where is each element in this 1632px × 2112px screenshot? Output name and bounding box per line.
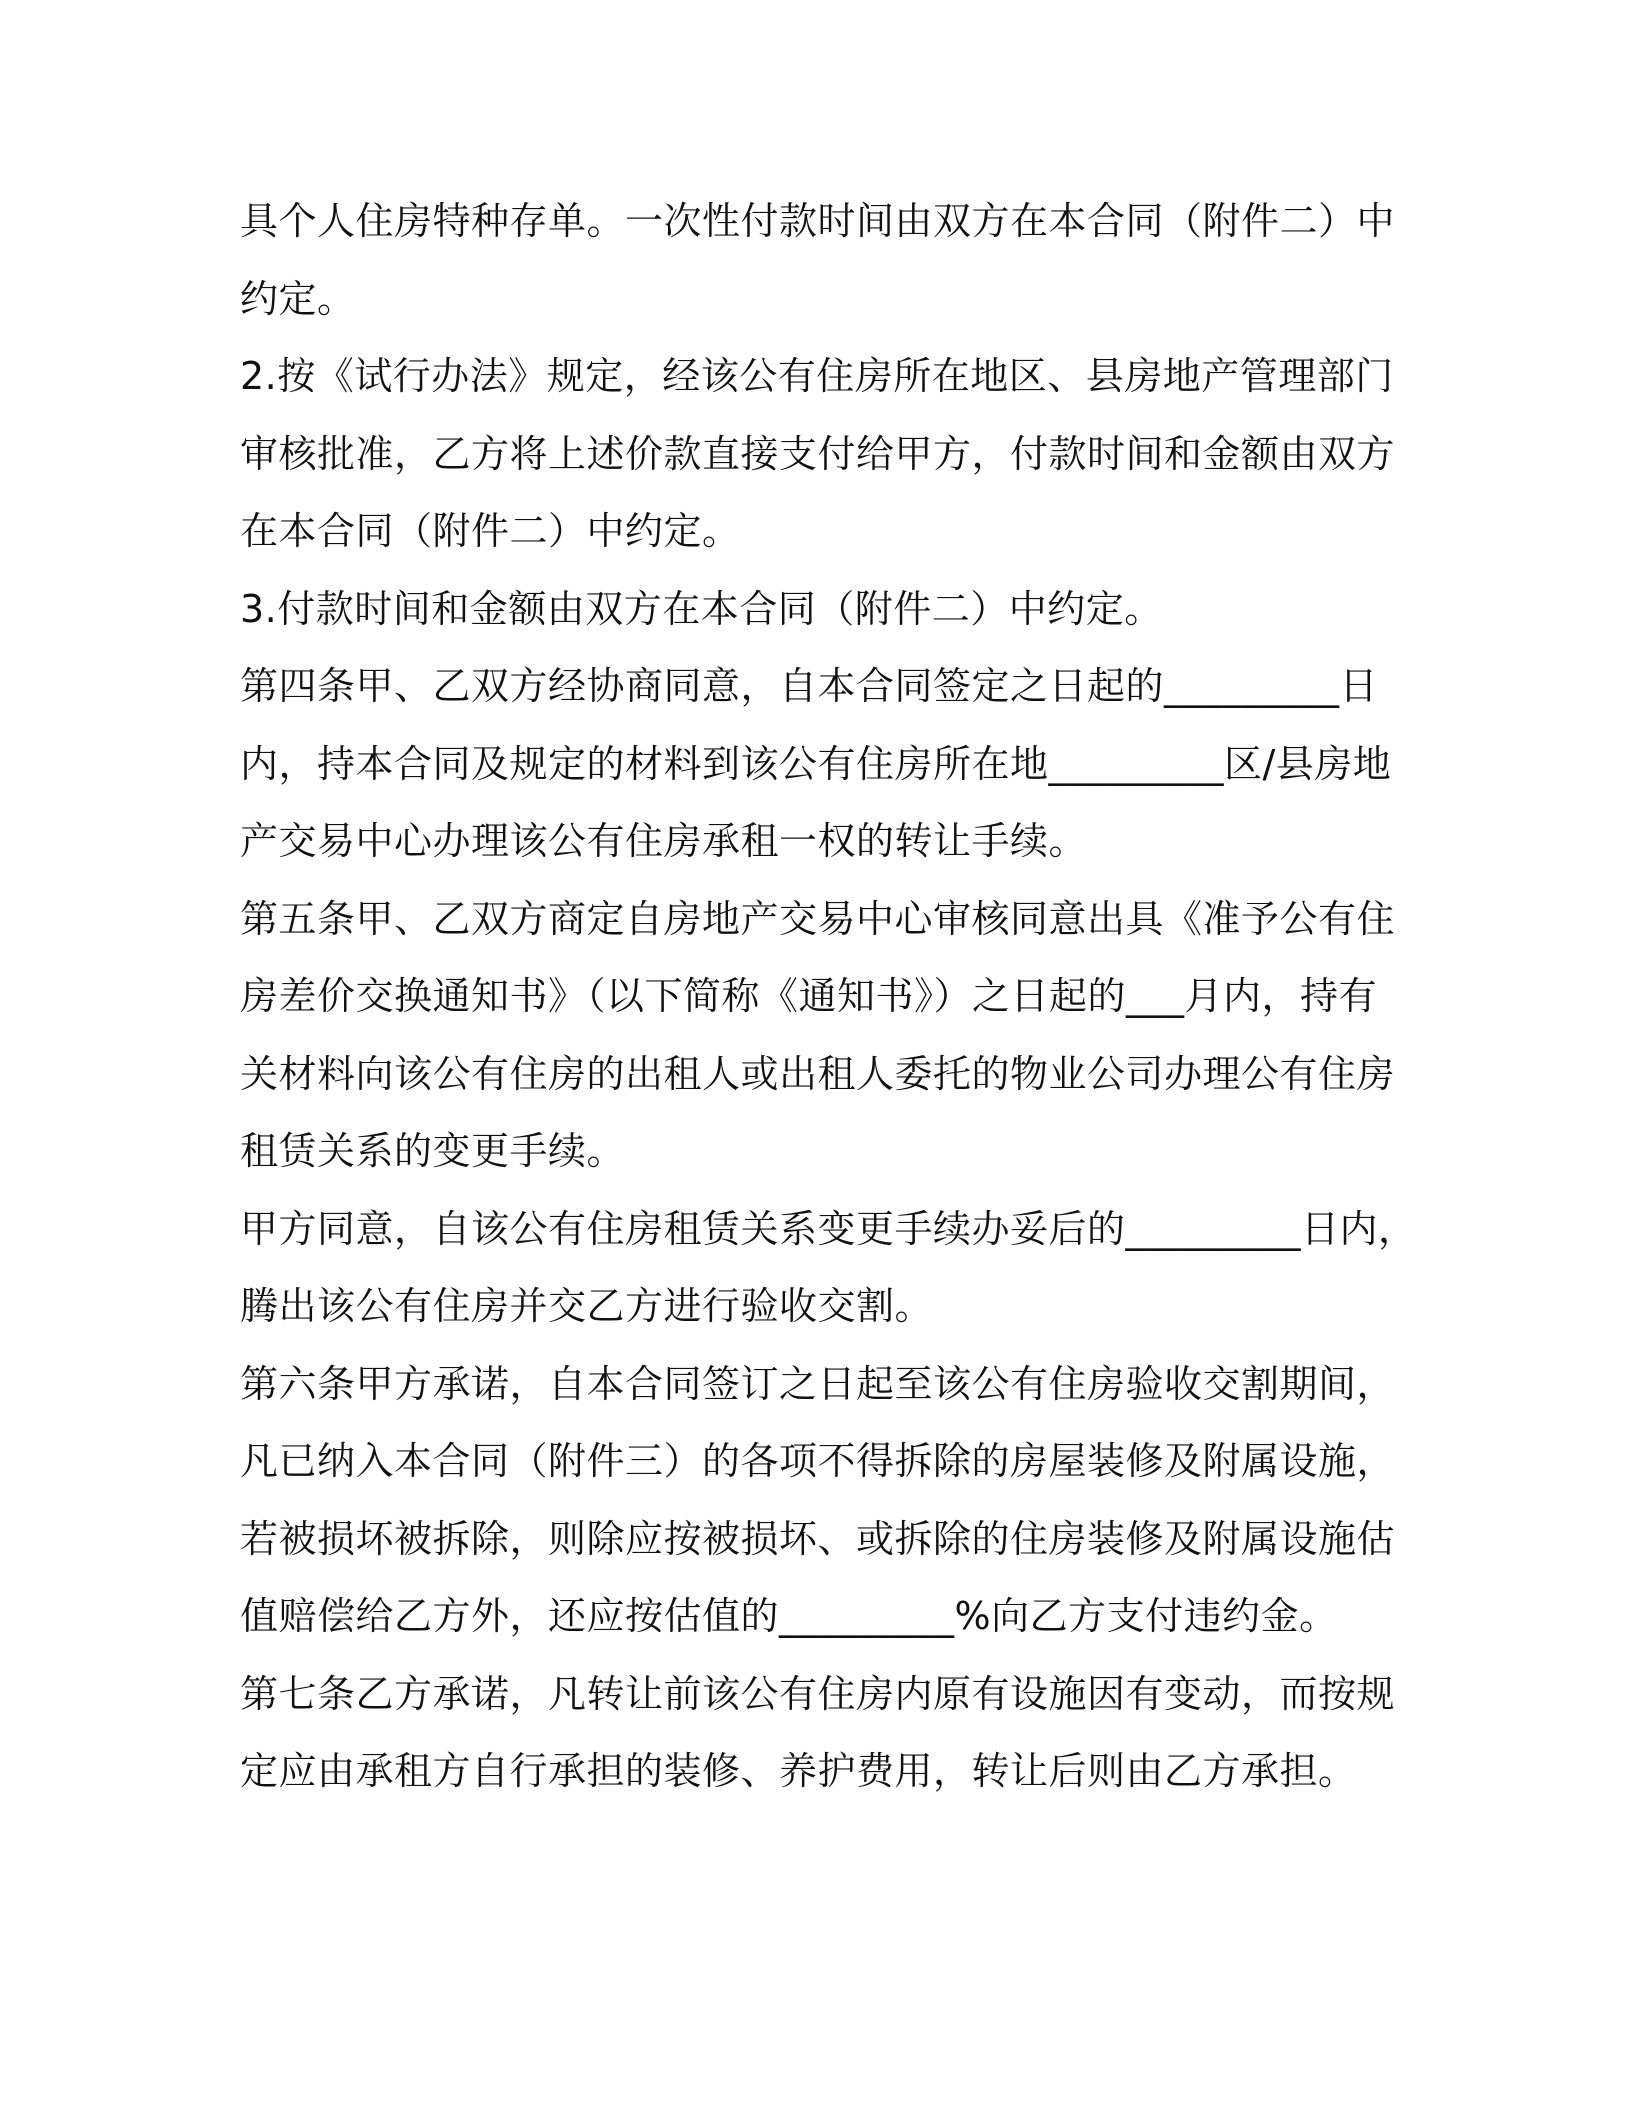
text-line: 凡已纳入本合同（附件三）的各项不得拆除的房屋装修及附属设施，: [240, 1439, 1396, 1483]
text-line: 房差价交换通知书》（以下简称《通知书》）之日起的___月内，持有: [240, 974, 1378, 1018]
text-line: 在本合同（附件二）中约定。: [240, 509, 741, 553]
text-line: 若被损坏被拆除，则除应按被损坏、或拆除的住房装修及附属设施估: [240, 1516, 1396, 1561]
text-line: 第五条甲、乙双方商定自房地产交易中心审核同意出具《准予公有住: [240, 896, 1396, 941]
text-line: 约定。: [240, 276, 356, 321]
text-line: 3.付款时间和金额由双方在本合同（附件二）中约定。: [240, 586, 1163, 631]
text-line: 审核批准，乙方将上述价款直接支付给甲方，付款时间和金额由双方: [240, 431, 1396, 476]
text-line: 内，持本合同及规定的材料到该公有住房所在地_________区/县房地: [240, 741, 1392, 786]
text-line: 值赔偿给乙方外，还应按估值的_________%向乙方支付违约金。: [240, 1594, 1338, 1638]
text-line: 第七条乙方承诺，凡转让前该公有住房内原有设施因有变动，而按规: [240, 1671, 1396, 1716]
text-line: 定应由承租方自行承担的装修、养护费用，转让后则由乙方承担。: [240, 1749, 1357, 1793]
text-line: 甲方同意，自该公有住房租赁关系变更手续办妥后的_________日内，: [240, 1206, 1417, 1251]
text-line: 第六条甲方承诺，自本合同签订之日起至该公有住房验收交割期间，: [240, 1361, 1396, 1406]
text-line: 租赁关系的变更手续。: [240, 1129, 626, 1173]
text-line: 具个人住房特种存单。一次性付款时间由双方在本合同（附件二）中: [240, 199, 1396, 243]
text-line: 腾出该公有住房并交乙方进行验收交割。: [240, 1284, 934, 1328]
text-line: 产交易中心办理该公有住房承租一权的转让手续。: [240, 819, 1088, 863]
text-line: 关材料向该公有住房的出租人或出租人委托的物业公司办理公有住房: [240, 1051, 1396, 1096]
text-line: 2.按《试行办法》规定，经该公有住房所在地区、县房地产管理部门: [240, 354, 1394, 398]
text-line: 第四条甲、乙双方经协商同意，自本合同签定之日起的_________日: [240, 664, 1379, 708]
contract-body: [240, 183, 1417, 1811]
